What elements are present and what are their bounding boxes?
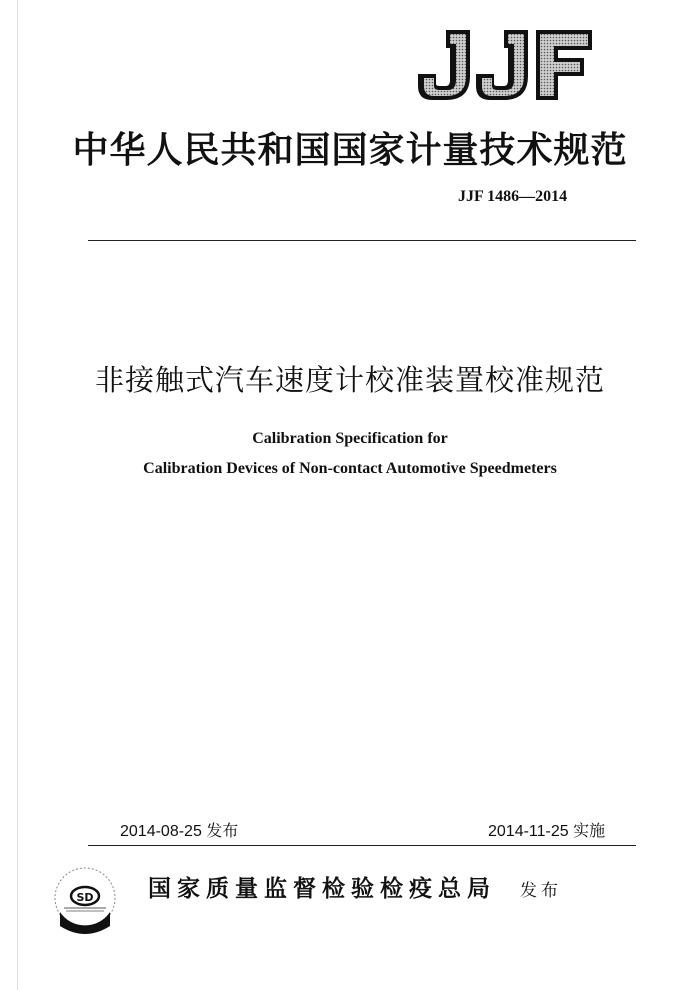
anti-counterfeit-seal-icon: [50, 860, 120, 942]
header-divider: [88, 240, 636, 241]
issuing-authority: 国家质量监督检验检疫总局: [148, 875, 496, 902]
implementation-date: 2014-11-25 实施: [488, 823, 606, 840]
issue-date: 2014-08-25 发布: [120, 823, 239, 840]
svg-text:SD: SD: [76, 891, 94, 904]
logo-letter-f: [536, 30, 592, 100]
jjf-logo: [416, 24, 594, 106]
issuing-authority-suffix: 发布: [520, 881, 562, 901]
standard-code: JJF 1486—2014: [458, 188, 568, 205]
standard-category-title: 中华人民共和国国家计量技术规范: [72, 129, 628, 171]
document-title-chinese: 非接触式汽车速度计校准装置校准规范: [94, 363, 605, 397]
footer-divider: [88, 845, 636, 846]
document-title-english-line1: Calibration Specification for: [252, 430, 448, 447]
logo-letter-j2: [476, 30, 528, 100]
document-title-english-line2: Calibration Devices of Non-contact Automotive Speedmeters: [143, 460, 557, 477]
logo-letter-j1: [418, 30, 470, 100]
